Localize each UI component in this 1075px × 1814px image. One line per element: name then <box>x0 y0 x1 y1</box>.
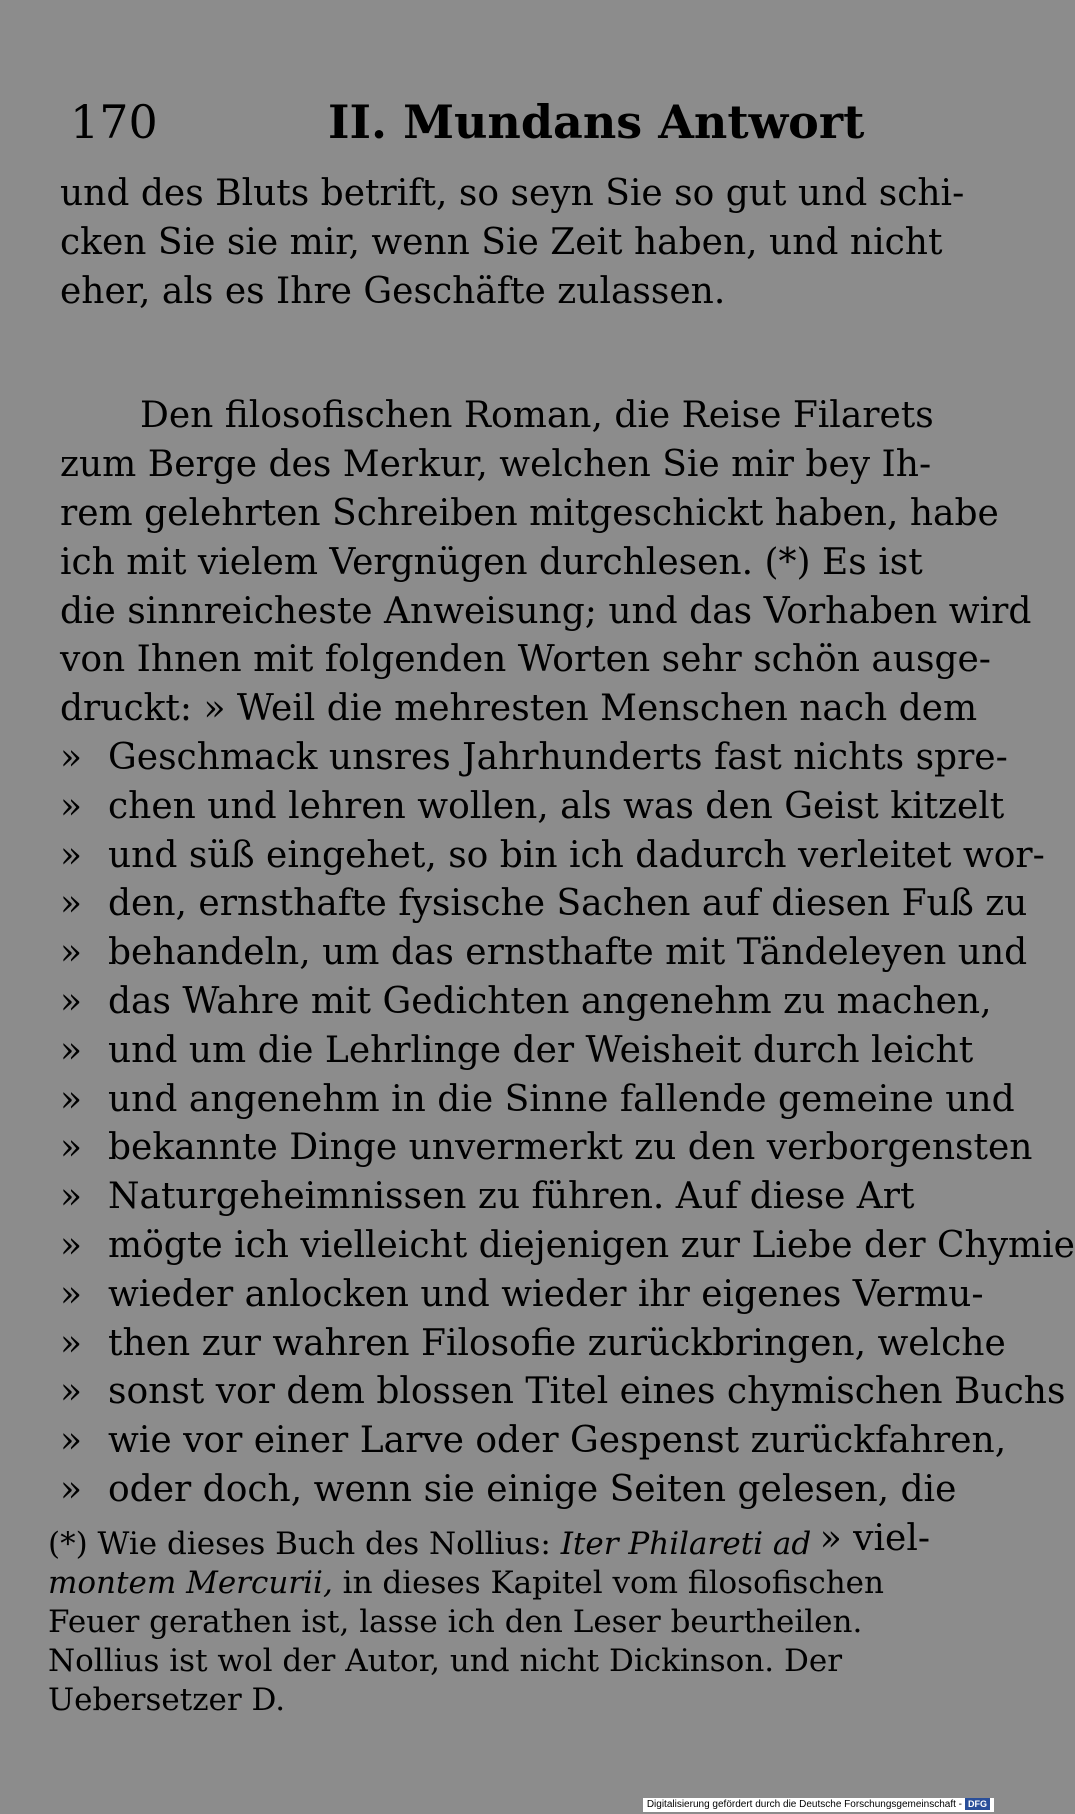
footnote <box>48 1525 948 1720</box>
quote-text: chen und lehren wollen, als was den Geist kitzelt <box>108 785 1005 827</box>
footnote-line <box>48 1525 948 1564</box>
quote-line <box>60 1368 1066 1417</box>
quote-text: Geschmack unsres Jahrhunderts fast nichts spre- <box>108 736 1008 778</box>
quote-mark: » <box>60 932 83 974</box>
text-line: ich mit vielem Vergnügen durchlesen. (*) Es ist <box>60 541 923 583</box>
quote-line <box>60 1124 1033 1173</box>
quote-line <box>60 783 1005 832</box>
text-line: zum Berge des Merkur, welchen Sie mir bey Ih- <box>60 444 932 486</box>
text-line: Den filosofischen Roman, die Reise Filarets <box>140 395 934 437</box>
quote-line <box>60 734 1008 783</box>
quote-text: den, ernsthafte fysische Sachen auf diesen Fuß zu <box>108 883 1028 925</box>
quote-text: sonst vor dem blossen Titel eines chymischen Buchs <box>108 1371 1066 1413</box>
quote-text: Naturgeheimnissen zu führen. Auf diese Art <box>108 1176 915 1218</box>
footnote-line: Uebersetzer D. <box>48 1682 286 1718</box>
footnote-text: (*) Wie dieses Buch des Nollius: <box>48 1526 561 1562</box>
quote-text: mögte ich vielleicht diejenigen zur Liebe der Chymie <box>108 1224 1075 1266</box>
quote-mark: » <box>60 785 83 827</box>
quote-mark: » <box>60 1078 83 1120</box>
quote-mark: » <box>60 1468 83 1510</box>
quote-line <box>60 1417 1007 1466</box>
credit-text: Digitalisierung gefördert durch die Deutsche Forschungsgemeinschaft - <box>646 1799 962 1810</box>
paragraph-2 <box>60 392 1032 734</box>
catchword: » viel- <box>819 1517 930 1559</box>
quote-line <box>60 1466 957 1515</box>
quote-line <box>60 1222 1075 1271</box>
quote-text: wieder anlocken und wieder ihr eigenes Vermu- <box>108 1273 984 1315</box>
quote-line <box>60 1076 1015 1125</box>
quote-mark: » <box>60 1420 83 1462</box>
quote-mark: » <box>60 1322 83 1364</box>
quote-line <box>60 929 1028 978</box>
quote-mark: » <box>60 980 83 1022</box>
text-line: eher, als es Ihre Geschäfte zulassen. <box>60 270 726 312</box>
text-line: cken Sie sie mir, wenn Sie Zeit haben, und nicht <box>60 221 943 263</box>
quote-line <box>60 832 1045 881</box>
quote-line <box>60 1271 984 1320</box>
quote-line <box>60 978 992 1027</box>
quote-mark: » <box>60 834 83 876</box>
text-line: rem gelehrten Schreiben mitgeschickt haben, habe <box>60 492 999 534</box>
quote-line <box>60 1027 974 1076</box>
quote-line <box>60 880 1028 929</box>
quote-text: bekannte Dinge unvermerkt zu den verborgensten <box>108 1127 1033 1169</box>
text-line: die sinnreicheste Anweisung; und das Vorhaben wird <box>60 590 1032 632</box>
footnote-latin-title: montem Mercurii, <box>48 1565 343 1601</box>
footnote-latin-title: Iter Philareti ad <box>560 1526 812 1562</box>
quote-text: then zur wahren Filosofie zurückbringen, welche <box>108 1322 1006 1364</box>
quote-mark: » <box>60 1371 83 1413</box>
digitization-credit <box>643 1798 994 1812</box>
quote-text: wie vor einer Larve oder Gespenst zurückfahren, <box>108 1420 1007 1462</box>
footnote-line: Feuer gerathen ist, lasse ich den Leser beurtheilen. <box>48 1604 863 1640</box>
paragraph-1 <box>60 170 965 316</box>
quote-line <box>60 1320 1006 1369</box>
text-line: und des Bluts betrift, so seyn Sie so gut und schi- <box>60 173 965 214</box>
quote-mark: » <box>60 883 83 925</box>
quote-mark: » <box>60 736 83 778</box>
quote-mark: » <box>60 1029 83 1071</box>
footnote-line: Nollius ist wol der Autor, und nicht Dickinson. Der <box>48 1643 843 1679</box>
text-line: druckt: » Weil die mehresten Menschen nach dem <box>60 688 978 730</box>
quote-line <box>60 1173 940 1222</box>
block-quote <box>60 734 1075 1515</box>
main-text <box>60 170 1075 1563</box>
quote-mark: » <box>60 1127 83 1169</box>
quote-text: das Wahre mit Gedichten angenehm zu machen, <box>108 980 992 1022</box>
quote-text: und süß eingehet, so bin ich dadurch verleitet wor- <box>108 834 1045 876</box>
quote-text: behandeln, um das ernsthafte mit Tändeleyen und <box>108 932 1028 974</box>
paragraph-gap <box>60 316 940 392</box>
quote-text: und um die Lehrlinge der Weisheit durch leicht <box>108 1029 974 1071</box>
text-line: von Ihnen mit folgenden Worten sehr schön ausge- <box>60 639 991 681</box>
quote-mark: » <box>60 1273 83 1315</box>
running-title: II. Mundans Antwort <box>328 95 865 149</box>
dfg-logo-icon: DFG <box>965 1798 990 1810</box>
quote-text: oder doch, wenn sie einige Seiten gelesen, die <box>108 1468 957 1510</box>
page-number: 170 <box>70 95 158 149</box>
quote-mark: » <box>60 1224 83 1266</box>
quote-mark: » <box>60 1176 83 1218</box>
page-header <box>70 82 930 162</box>
footnote-text: in dieses Kapitel vom filosofischen <box>342 1565 884 1601</box>
quote-text: und angenehm in die Sinne fallende gemeine und <box>108 1078 1015 1120</box>
footnote-line <box>48 1564 948 1603</box>
